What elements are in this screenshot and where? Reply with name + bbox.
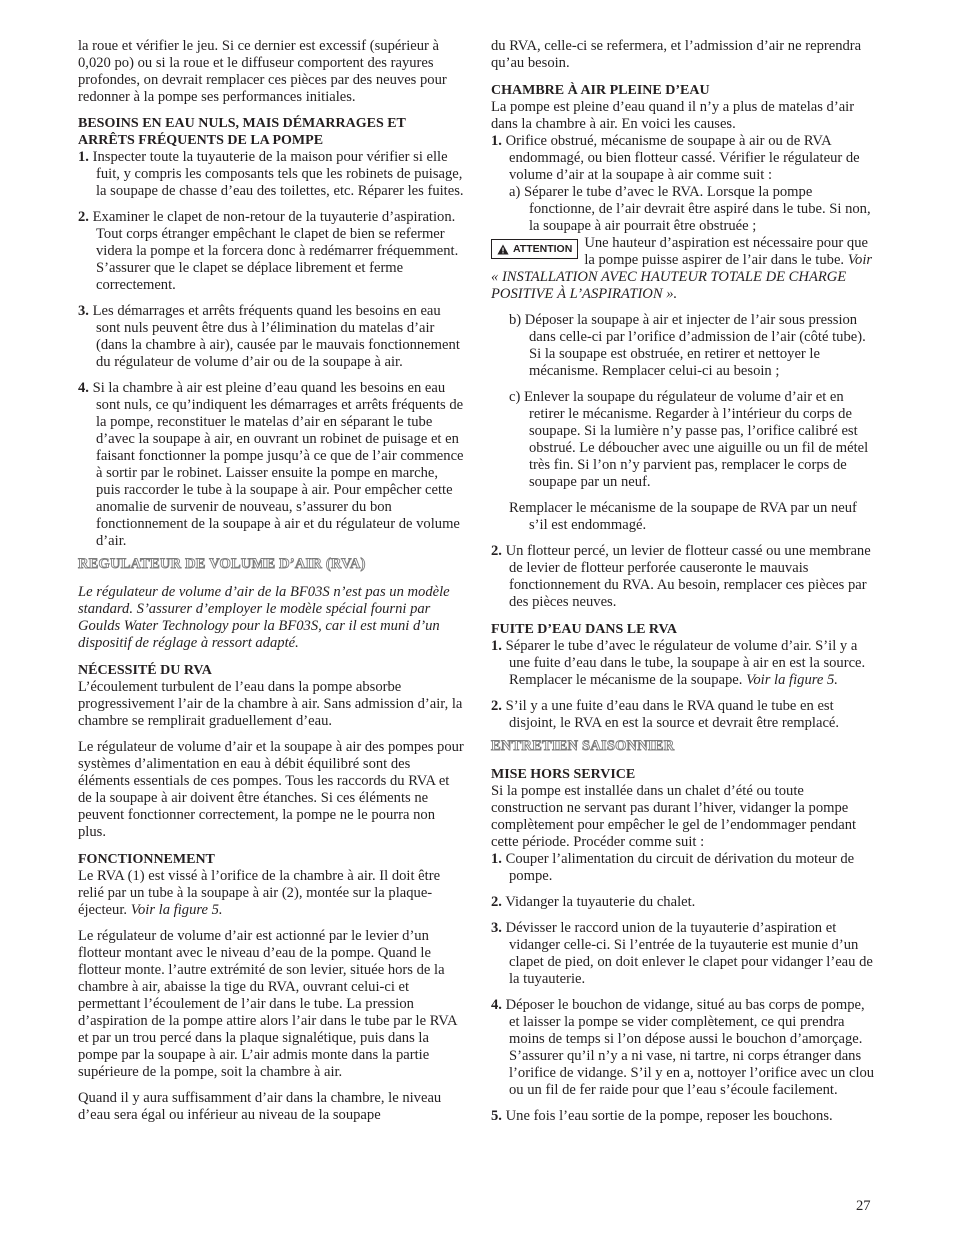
- replace-mechanism-note: Remplacer le mécanisme de la soupape de RVA par un neuf s’il est endommagé.: [509, 500, 857, 533]
- list-item: 3. Les démarrages et arrêts fréquents quand les besoins en eau sont nuls peuvent être dus à l’élimination du matelas d’air (dans la chambre à air), causée par le mauvais fonctionnement du régulateur de volume d’air ou de la soupape à air.: [78, 303, 460, 370]
- figure-reference: Voir la figure 5.: [746, 672, 838, 688]
- list-item: 2. Un flotteur percé, un levier de flotteur cassé ou une membrane de levier de flotteur perforée causeronte le mauvais fonctionnement du RVA. Au besoin, remplacer ces pièces par des pièces neuves.: [491, 543, 871, 610]
- list-item: 1. Séparer le tube d’avec le régulateur de volume d’air. S’il y a une fuite d’eau dans le tube, la soupape à air en est la source. Remplacer le mécanisme de la soupape. Voir la figure 5.: [491, 638, 866, 688]
- page-number: 27: [856, 1198, 871, 1214]
- necessite-paragraph-1: L’écoulement turbulent de l’eau dans la pompe absorbe progressivement l’air de la chambre à air. Sans admission d’air, la chambre se remplirait graduellement d’eau.: [78, 679, 463, 729]
- list-item: 2. Vidanger la tuyauterie du chalet.: [491, 894, 696, 910]
- figure-reference: Voir la figure 5.: [130, 902, 223, 918]
- list-item: 2. S’il y a une fuite d’eau dans le RVA quand le tube en est disjoint, le RVA en est la source et devrait être remplacé.: [491, 698, 840, 731]
- attention-badge: ATTENTION: [491, 239, 578, 259]
- sub-item-c: c) Enlever la soupape du régulateur de volume d’air et en retirer le mécanisme. Regarder à l’intérieur du corps de soupape. Si la lumière n’y passe pas, l’orifice calibré est obstrué. Le déboucher avec une aiguille ou un fil de métel très fin. Si l’on n’y parvient pas, remplacer le corps de soupape par un neuf.: [509, 389, 869, 490]
- list-item: 4. Déposer le bouchon de vidange, situé au bas corps de pompe, et laisser la pompe se vider complètement, ce qui prendra moins de temps si l’on dépose aussi le bouchon d’amorçage. S’assurer qu’il n’y a ni vase, ni tartre, ni corps étranger dans l’orifice de vidange. S’il y en a, nottoyer l’orifice avec un clou ou un fil de fer raide pour que l’eau s’écoule facilement.: [491, 997, 875, 1098]
- continuation-paragraph: du RVA, celle-ci se refermera, et l’admission d’air ne reprendra qu’au besoin.: [491, 38, 862, 71]
- section-title-rva: REGULATEUR DE VOLUME D’AIR (RVA): [78, 556, 366, 572]
- warning-triangle-icon: [497, 244, 509, 255]
- attention-note: [491, 235, 877, 303]
- list-item: 4. Si la chambre à air est pleine d’eau quand les besoins en eau sont nuls, ce qu’indiquent les démarrages et arrêts fréquents de la pompe, reconstituer le matelas d’air en séparant le tube d’avec la soupape à air, en ouvrant un robinet de puisage et en faisant fonctionner la pompe jusqu’à ce que de l’air commence à sortir par le robinet. Laisser ensuite la pompe en marche, puis raccorder le tube à la soupape à air. Pour empêcher cette anomalie de survenir de nouveau, s’assurer du bon fonctionnement de la soupape à air et du régulateur de volume d’air.: [78, 380, 464, 549]
- mise-list: [491, 851, 877, 1125]
- rva-italic-note: Le régulateur de volume d’air de la BF03S n’est pas un modèle standard. S’assurer d’employer le modèle spécial fourni par Goulds Water Technology pour la BF03S, car il est muni d’un dispositif de réglage à ressort adapté.: [78, 584, 450, 651]
- besoins-list: [78, 149, 464, 550]
- mise-paragraph: Si la pompe est installée dans un chalet d’été ou toute construction ne servant pas durant l’hiver, vidanger la pompe complètement pour empêcher le gel de l’endommager pendant cette période. Procéder comme suit :: [491, 783, 857, 850]
- left-column: [78, 38, 464, 1133]
- heading-fonctionnement: FONCTIONNEMENT: [78, 852, 215, 867]
- heading-necessite: NÉCESSITÉ DU RVA: [78, 663, 212, 678]
- necessite-paragraph-2: Le régulateur de volume d’air et la soupape à air des pompes pour systèmes d’alimentation en eau à débit équilibré sont des éléments essentials de ces pompes. Tous les raccords du RVA et de la soupape à air doivent être étanches. Si ces éléments ne peuvent fonctionner correctement, la pompe ne le pourra non plus.: [78, 739, 464, 840]
- heading-chambre: CHAMBRE À AIR PLEINE D’EAU: [491, 83, 710, 98]
- list-item: 1. Orifice obstrué, mécanisme de soupape à air ou de RVA endommagé, ou bien flotteur cassé. Vérifier le régulateur de volume d’air at la soupape à air comme suit :: [491, 133, 860, 183]
- list-item: 5. Une fois l’eau sortie de la pompe, reposer les bouchons.: [491, 1108, 833, 1124]
- heading-fuite: FUITE D’EAU DANS LE RVA: [491, 622, 677, 637]
- list-item: 1. Inspecter toute la tuyauterie de la maison pour vérifier si elle fuit, y compris les composants tels que les robinets de puisage, la soupape de chasse d’eau des toilettes, etc. Réparer les fuites.: [78, 149, 464, 199]
- list-item: 2. Examiner le clapet de non-retour de la tuyauterie d’aspiration. Tout corps étranger empêchant le clapet de bien se refermer videra la pompe et la forcera donc à redémarrer fréquemment. S’assurer que le clapet se déplace librement et ferme correctement.: [78, 209, 459, 293]
- attention-reference: Voir « INSTALLATION AVEC HAUTEUR TOTALE DE CHARGE POSITIVE À L’ASPIRATION ».: [491, 252, 873, 302]
- sub-item-a: a) Séparer le tube d’avec le RVA. Lorsque la pompe fonctionne, de l’air devrait être aspiré dans le tube. Si non, la soupape à air pourrait être obstruée ;: [509, 184, 871, 234]
- attention-text: Une hauteur d’aspiration est nécessaire pour que la pompe puisse aspirer de l’air dans le tube.: [584, 235, 868, 268]
- section-title-entretien: ENTRETIEN SAISONNIER: [491, 738, 675, 754]
- fonctionnement-paragraph-1: Le RVA (1) est vissé à l’orifice de la chambre à air. Il doit être relié par un tube à la soupape à air (2), montée sur la plaque-éjecteur. Voir la figure 5.: [78, 868, 441, 918]
- heading-besoins: BESOINS EN EAU NULS, MAIS DÉMARRAGES ET ARRÊTS FRÉQUENTS DE LA POMPE: [78, 116, 406, 148]
- intro-paragraph: la roue et vérifier le jeu. Si ce dernier est excessif (supérieur à 0,020 po) ou si la roue et le diffuseur comportent des rayures profondes, on devrait remplacer ces pièces par des neuves pour redonner à la pompe ses performances initiales.: [78, 38, 447, 105]
- fonctionnement-paragraph-2: Le régulateur de volume d’air est actionné par le levier d’un flotteur montant avec le niveau d’eau de la pompe. Quand le flotteur monte. l’autre extrémité de son levier, située hors de la chambre à air, abaisse la tige du RVA, ouvrant celui-ci et permettant l’écoulement de l’air dans le tube. La pression d’aspiration de la pompe attire alors l’air dans le tube par le RVA et par un trou percé dans la plaque signalétique, puis dans la pompe par la soupape à air. L’air admis monte dans la partie supérieure de la pompe, soit la chambre à air.: [78, 928, 457, 1080]
- sub-item-b: b) Déposer la soupape à air et injecter de l’air sous pression dans celle-ci par l’orifice d’admission de l’air (côté tube). Si la soupape est obstruée, en retirer et nettoyer le mécanisme. Remplacer celui-ci au besoin ;: [509, 312, 866, 379]
- chambre-paragraph: La pompe est pleine d’eau quand il n’y a plus de matelas d’air dans la chambre à air. En voici les causes.: [491, 99, 855, 132]
- heading-mise-hors-service: MISE HORS SERVICE: [491, 767, 636, 782]
- list-item: 1. Couper l’alimentation du circuit de dérivation du moteur de pompe.: [491, 851, 855, 884]
- fuite-list: [491, 638, 877, 732]
- fonctionnement-paragraph-3: Quand il y aura suffisamment d’air dans la chambre, le niveau d’eau sera égal ou inférieur au niveau de la soupape: [78, 1090, 442, 1123]
- list-item: 3. Dévisser le raccord union de la tuyauterie d’aspiration et vidanger celle-ci. Si l’entrée de la tuyauterie est munie d’un clapet de pied, on doit enlever le clapet pour vidanger l’eau de la tuyauterie.: [491, 920, 873, 987]
- right-column: [491, 38, 877, 1134]
